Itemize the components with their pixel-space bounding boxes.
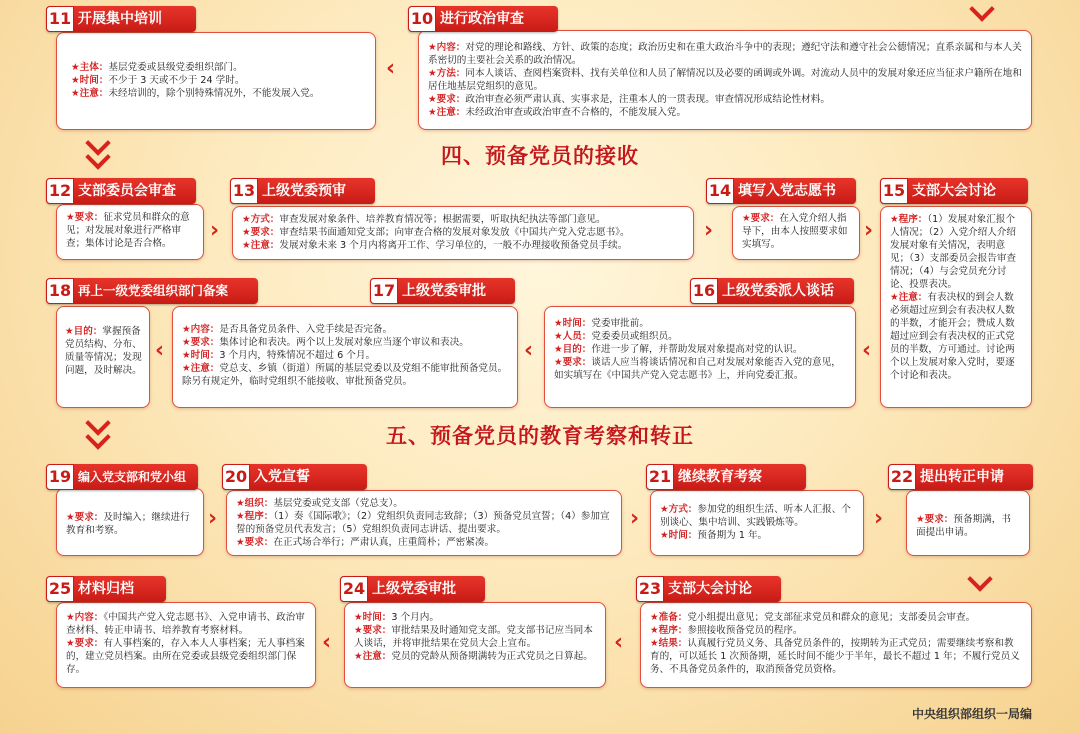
step-23-header <box>636 576 781 602</box>
arrow-left-icon: ‹ <box>386 56 396 81</box>
step-11-row-3: ★注意：未经培训的，除个别特殊情况外，不能发展入党。 <box>71 88 320 99</box>
step-21-row-1: ★方式：参加党的组织生活、听本人汇报、个别谈心、集中培训、实践锻炼等。 <box>660 504 851 528</box>
step-17-row-3: ★时间：3 个月内，特殊情况不超过 6 个月。 <box>182 350 376 361</box>
step-20-card <box>226 490 622 556</box>
step-11-card <box>56 32 376 130</box>
step-16-row-4: ★要求：谈话人应当将谈话情况和自己对发展对象能否入党的意见，如实填写在《中国共产党入党志愿书》上，并向党委汇报。 <box>554 357 841 381</box>
step-18-row-1: ★目的：掌握预备党员结构、分布、质量等情况；发现问题，及时解决。 <box>65 326 142 376</box>
step-22-header <box>888 464 1033 490</box>
step-14-card <box>732 206 860 260</box>
step-24-number: 24 <box>340 576 368 602</box>
step-10-card <box>418 30 1032 130</box>
step-11-title: 开展集中培训 <box>78 11 162 27</box>
arrow-right-icon: › <box>864 218 874 243</box>
step-15-header <box>880 178 1028 204</box>
step-25-card <box>56 602 316 688</box>
arrow-left-icon: ‹ <box>322 630 332 655</box>
step-15-title: 支部大会讨论 <box>912 183 996 199</box>
step-20-header <box>222 464 367 490</box>
footer-credit: 中央组织部组织一局编 <box>911 707 1032 721</box>
section-4-title: 四、预备党员的接收 <box>441 143 639 168</box>
step-13-row-3: ★注意：发展对象未来 3 个月内将离开工作、学习单位的，一般不办理接收预备党员手续。 <box>242 240 628 251</box>
step-20-number: 20 <box>222 464 250 490</box>
arrow-left-icon: ‹ <box>862 338 872 363</box>
step-11-header <box>46 6 196 32</box>
step-17-row-1: ★内容：是否具备党员条件、入党手续是否完备。 <box>182 324 393 335</box>
step-20-row-2: ★程序：（1）奏《国际歌》；（2）党组织负责同志致辞；（3）预备党员宣誓；（4）参加宣誓的预备党员代表发言；（5）党组织负责同志讲话、提出要求。 <box>236 511 610 535</box>
step-12-number: 12 <box>46 178 74 204</box>
step-12-header <box>46 178 196 204</box>
step-12-row-1: ★要求：征求党员和群众的意见；对发展对象进行严格审查；集体讨论是否合格。 <box>66 212 190 249</box>
step-22-card <box>906 490 1030 556</box>
step-25-row-1: ★内容：《中国共产党入党志愿书》、入党申请书、政治审查材料、转正申请书、培养教育考察材料。 <box>66 612 305 636</box>
arrow-right-icon: › <box>704 218 714 243</box>
step-25-title: 材料归档 <box>78 581 134 597</box>
arrow-left-icon: ‹ <box>155 338 165 363</box>
step-22-row-1: ★要求：预备期满，书面提出申请。 <box>916 514 1011 538</box>
step-11-row-2: ★时间：不少于 3 天或不少于 24 学时。 <box>71 75 245 86</box>
step-18-title: 再上一级党委组织部门备案 <box>78 283 229 298</box>
step-10-title: 进行政治审查 <box>440 11 524 27</box>
step-17-number: 17 <box>370 278 398 304</box>
step-21-title: 继续教育考察 <box>678 469 762 485</box>
step-25-row-2: ★要求：有人事档案的，存入本人人事档案；无人事档案的，建立党员档案。由所在党委或县级党委组织部门保存。 <box>66 638 305 675</box>
step-20-row-1: ★组织：基层党委或党支部（党总支）。 <box>236 498 403 509</box>
step-11-number: 11 <box>46 6 74 32</box>
step-17-title: 上级党委审批 <box>402 283 486 299</box>
step-14-row-1: ★要求：在入党介绍人指导下，由本人按照要求如实填写。 <box>742 213 848 250</box>
step-24-row-1: ★时间：3 个月内。 <box>354 612 439 623</box>
chevron-down-icon <box>970 576 990 588</box>
step-14-title: 填写入党志愿书 <box>738 183 836 199</box>
arrow-right-icon: › <box>874 506 884 531</box>
step-10-row-4: ★注意：未经政治审查或政治审查不合格的，不能发展入党。 <box>428 107 687 118</box>
step-15-card <box>880 206 1032 408</box>
step-21-row-2: ★时间：预备期为 1 年。 <box>660 530 768 541</box>
step-22-number: 22 <box>888 464 916 490</box>
arrow-left-icon: ‹ <box>524 338 534 363</box>
step-23-row-3: ★结果：认真履行党员义务、具备党员条件的，按期转为正式党员；需要继续考察和教育的，可以延长 1 次预备期，延长时间不能少于半年，最长不超过 1 年；不履行党员义务、不具备党员条件的，取消预备党员资格。 <box>650 638 1020 675</box>
step-13-row-1: ★方式：审查发展对象条件、培养教育情况等；根据需要，听取执纪执法等部门意见。 <box>242 214 606 225</box>
step-14-header <box>706 178 856 204</box>
arrow-right-icon: › <box>208 506 218 531</box>
chevron-down-icon <box>88 140 108 166</box>
step-10-header <box>408 6 558 32</box>
arrow-right-icon: › <box>630 506 640 531</box>
step-11-row-1: ★主体：基层党委或县级党委组织部门。 <box>71 62 243 73</box>
step-23-row-2: ★程序：参照接收预备党员的程序。 <box>650 625 803 636</box>
step-10-row-3: ★要求：政治审查必须严肃认真、实事求是，注重本人的一贯表现。审查情况形成结论性材料。 <box>428 94 830 105</box>
step-18-number: 18 <box>46 278 74 304</box>
step-19-number: 19 <box>46 464 74 490</box>
step-21-card <box>650 490 864 556</box>
step-15-row-2: ★注意：有表决权的到会人数必须超过应到会有表决权人数的半数，才能开会；赞成人数超过应到会有表决权的正式党员的半数，方可通过。讨论两个以上发展对象入党时，要逐个讨论和表决。 <box>890 292 1015 381</box>
step-16-card <box>544 306 856 408</box>
step-20-title: 入党宣誓 <box>254 469 310 485</box>
step-22-title: 提出转正申请 <box>920 469 1004 485</box>
step-21-header <box>646 464 806 490</box>
step-13-header <box>230 178 375 204</box>
step-17-row-4: ★注意：党总支、乡镇（街道）所属的基层党委以及党组不能审批预备党员。除另有规定外，临时党组织不能接收、审批预备党员。 <box>182 363 508 387</box>
step-16-header <box>690 278 854 304</box>
step-16-row-3: ★目的：作进一步了解，并帮助发展对象提高对党的认识。 <box>554 344 803 355</box>
arrow-left-icon: ‹ <box>614 630 624 655</box>
step-13-number: 13 <box>230 178 258 204</box>
step-16-row-2: ★人员：党委委员或组织员。 <box>554 331 678 342</box>
chevron-down-icon <box>88 420 108 446</box>
step-23-card <box>640 602 1032 688</box>
step-13-title: 上级党委预审 <box>262 183 346 199</box>
step-13-row-2: ★要求：审查结果书面通知党支部；向审查合格的发展对象发放《中国共产党入党志愿书》。 <box>242 227 630 238</box>
step-21-number: 21 <box>646 464 674 490</box>
step-24-title: 上级党委审批 <box>372 581 456 597</box>
step-17-card <box>172 306 518 408</box>
arrow-right-icon: › <box>210 218 220 243</box>
step-12-title: 支部委员会审查 <box>78 183 176 199</box>
step-18-card <box>56 306 150 408</box>
step-13-card <box>232 206 694 260</box>
step-19-card <box>56 488 204 556</box>
step-17-header <box>370 278 515 304</box>
step-24-header <box>340 576 485 602</box>
step-16-row-1: ★时间：党委审批前。 <box>554 318 649 329</box>
step-19-header <box>46 464 198 490</box>
step-17-row-2: ★要求：集体讨论和表决。两个以上发展对象应当逐个审议和表决。 <box>182 337 469 348</box>
chevron-down-icon <box>972 6 992 18</box>
step-23-row-1: ★准备：党小组提出意见；党支部征求党员和群众的意见；支部委员会审查。 <box>650 612 976 623</box>
step-24-row-3: ★注意：党员的党龄从预备期满转为正式党员之日算起。 <box>354 651 593 662</box>
step-19-row-1: ★要求：及时编入；继续进行教育和考察。 <box>66 512 190 536</box>
step-24-row-2: ★要求：审批结果及时通知党支部。党支部书记应当同本人谈话，并将审批结果在党员大会上宣布。 <box>354 625 593 649</box>
step-18-header <box>46 278 258 304</box>
step-16-number: 16 <box>690 278 718 304</box>
step-23-number: 23 <box>636 576 664 602</box>
step-15-number: 15 <box>880 178 908 204</box>
step-12-card <box>56 204 204 260</box>
step-10-row-2: ★方法：同本人谈话、查阅档案资料、找有关单位和人员了解情况以及必要的函调或外调。对流动人员中的发展对象还应当征求户籍所在地和居住地基层党组织的意见。 <box>428 68 1022 92</box>
step-25-header <box>46 576 166 602</box>
step-10-number: 10 <box>408 6 436 32</box>
step-15-row-1: ★程序：（1）发展对象汇报个人情况；（2）入党介绍人介绍发展对象有关情况，表明意见；（3）支部委员会报告审查情况；（4）与会党员充分讨论、投票表决。 <box>890 214 1017 290</box>
step-20-row-3: ★要求：在正式场合举行；严肃认真，庄重简朴；严密紧凑。 <box>236 537 495 548</box>
step-16-title: 上级党委派人谈话 <box>722 283 834 299</box>
step-23-title: 支部大会讨论 <box>668 581 752 597</box>
step-14-number: 14 <box>706 178 734 204</box>
section-5-title: 五、预备党员的教育考察和转正 <box>386 423 694 448</box>
step-19-title: 编入党支部和党小组 <box>78 470 187 484</box>
step-25-number: 25 <box>46 576 74 602</box>
step-24-card <box>344 602 606 688</box>
step-10-row-1: ★内容：对党的理论和路线、方针、政策的态度；政治历史和在重大政治斗争中的表现；遵纪守法和遵守社会公德情况；直系亲属和与本人关系密切的主要社会关系的政治情况。 <box>428 42 1022 66</box>
